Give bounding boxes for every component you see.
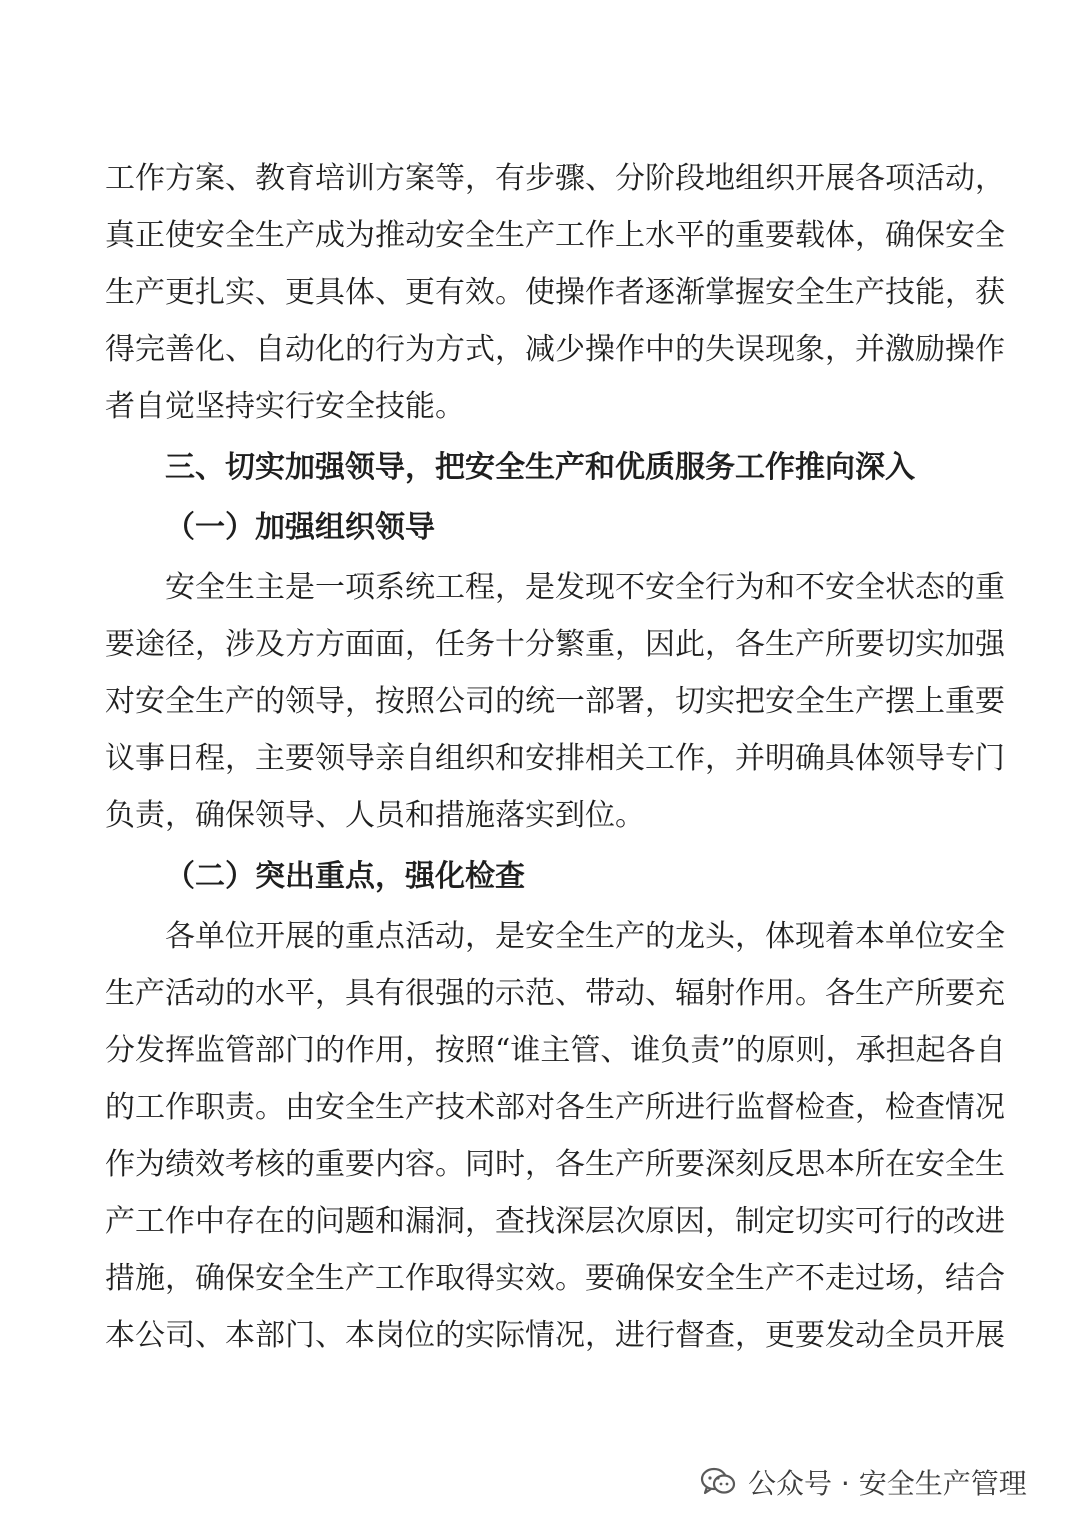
text-line: 生产更扎实、更具体、更有效。使操作者逐渐掌握安全生产技能，获 [105,275,1005,310]
text-line: 分发挥监管部门的作用，按照“谁主管、谁负责”的原则，承担起各自 [105,1033,1006,1068]
paragraph-2 [105,559,1005,844]
text-line: 议事日程，主要领导亲自组织和安排相关工作，并明确具体领导专门 [105,741,1005,776]
text-line: 生产活动的水平，具有很强的示范、带动、辐射作用。各生产所要充 [105,976,1005,1011]
text-line: 负责，确保领导、人员和措施落实到位。 [105,798,645,833]
text-line: 各单位开展的重点活动，是安全生产的龙头，体现着本单位安全 [165,919,1005,954]
document-body [105,150,1006,1368]
text-line: 作为绩效考核的重要内容。同时，各生产所要深刻反思本所在安全生 [105,1147,1005,1182]
text-line: 真正使安全生产成为推动安全生产工作上水平的重要载体，确保安全 [105,218,1005,253]
subsection-heading: （一）加强组织领导 [165,510,435,545]
section-heading: 三、切实加强领导，把安全生产和优质服务工作推向深入 [165,450,915,485]
text-line: 的工作职责。由安全生产技术部对各生产所进行监督检查，检查情况 [105,1090,1005,1125]
footer-account-label: 公众号 · 安全生产管理 [748,1467,1027,1500]
text-line: 者自觉坚持实行安全技能。 [105,389,465,424]
paragraph-3 [105,908,1006,1364]
text-line: 要途径，涉及方方面面，任务十分繁重，因此，各生产所要切实加强 [105,627,1005,662]
text-line: 产工作中存在的问题和漏洞，查找深层次原因，制定切实可行的改进 [105,1204,1005,1239]
text-line: 安全生主是一项系统工程，是发现不安全行为和不安全状态的重 [165,570,1005,605]
text-line: 得完善化、自动化的行为方式，减少操作中的失误现象，并激励操作 [105,332,1005,367]
wechat-icon [700,1467,736,1497]
wechat-account-footer[interactable] [700,1458,1060,1506]
text-line: 工作方案、教育培训方案等，有步骤、分阶段地组织开展各项活动， [105,161,1005,196]
paragraph-1 [105,150,1005,435]
text-line: 对安全生产的领导，按照公司的统一部署，切实把安全生产摆上重要 [105,684,1005,719]
text-line: 措施，确保安全生产工作取得实效。要确保安全生产不走过场，结合 [105,1261,1005,1296]
text-line: 本公司、本部门、本岗位的实际情况，进行督查，更要发动全员开展 [105,1318,1005,1353]
subsection-heading: （二）突出重点，强化检查 [165,859,525,894]
